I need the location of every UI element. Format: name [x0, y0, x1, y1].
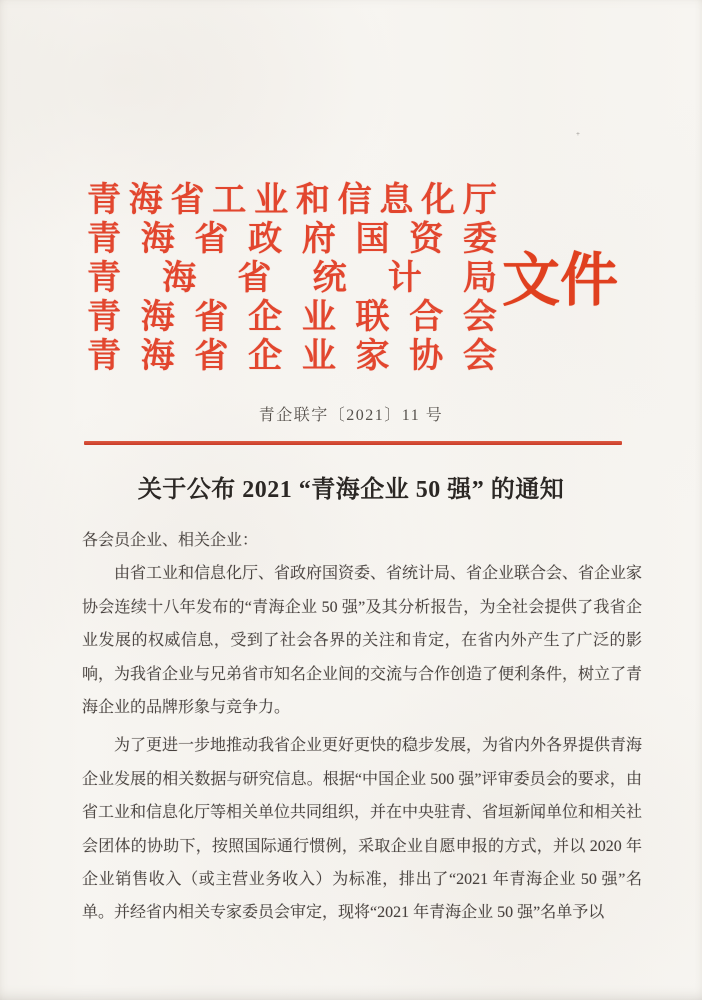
document-body — [82, 524, 642, 930]
agency-line-4: 青 海 省 企 业 联 合 会 — [87, 299, 497, 336]
agency-line-3: 青 海 省 统 计 局 — [87, 260, 497, 297]
paragraph-1: 由省工业和信息化厅、省政府国资委、省统计局、省企业联合会、省企业家协会连续十八年发布的“青海企业 50 强”及其分析报告，为全社会提供了我省企业发展的权威信息，受到了社会各界的关注和肯定，在省内外产生了广泛的影响，为我省企业与兄弟省市知名企业间的交流与合作创造了便利条件，树立了青海企业的品牌形象与竞争力。 — [82, 565, 643, 717]
salutation: 各会员企业、相关企业： — [82, 532, 259, 549]
document-title: 关于公布 2021 “青海企业 50 强” 的通知 — [137, 477, 565, 503]
doc-type-label: 文件 — [502, 248, 619, 313]
red-separator-line — [84, 441, 622, 445]
paragraph-2: 为了更进一步地推动我省企业更好更快的稳步发展，为省内外各界提供青海企业发展的相关数据与研究信息。根据“中国企业 500 强”评审委员会的要求，由省工业和信息化厅等相关单位共同组织，并在中央驻青、省垣新闻单位和相关社会团体的协助下，按照国际通行惯例，采取企业自愿申报的方式，并以 2020 年企业销售收入（或主营业务收入）为标准，排出了“2021 年青海企业 50 强”名单。并经省内相关专家委员会审定，现将“2021 年青海企业 50 强”名单予以 — [82, 737, 643, 922]
doc-number: 青企联字〔2021〕11 号 — [258, 407, 444, 424]
agency-line-1: 青 海 省 工 业 和 信 息 化 厅 — [87, 182, 497, 219]
agency-line-2: 青 海 省 政 府 国 资 委 — [87, 221, 497, 258]
agency-line-5: 青 海 省 企 业 家 协 会 — [87, 338, 497, 375]
scan-artifact-speck: + — [576, 130, 580, 138]
red-header-agency-block — [87, 181, 497, 376]
